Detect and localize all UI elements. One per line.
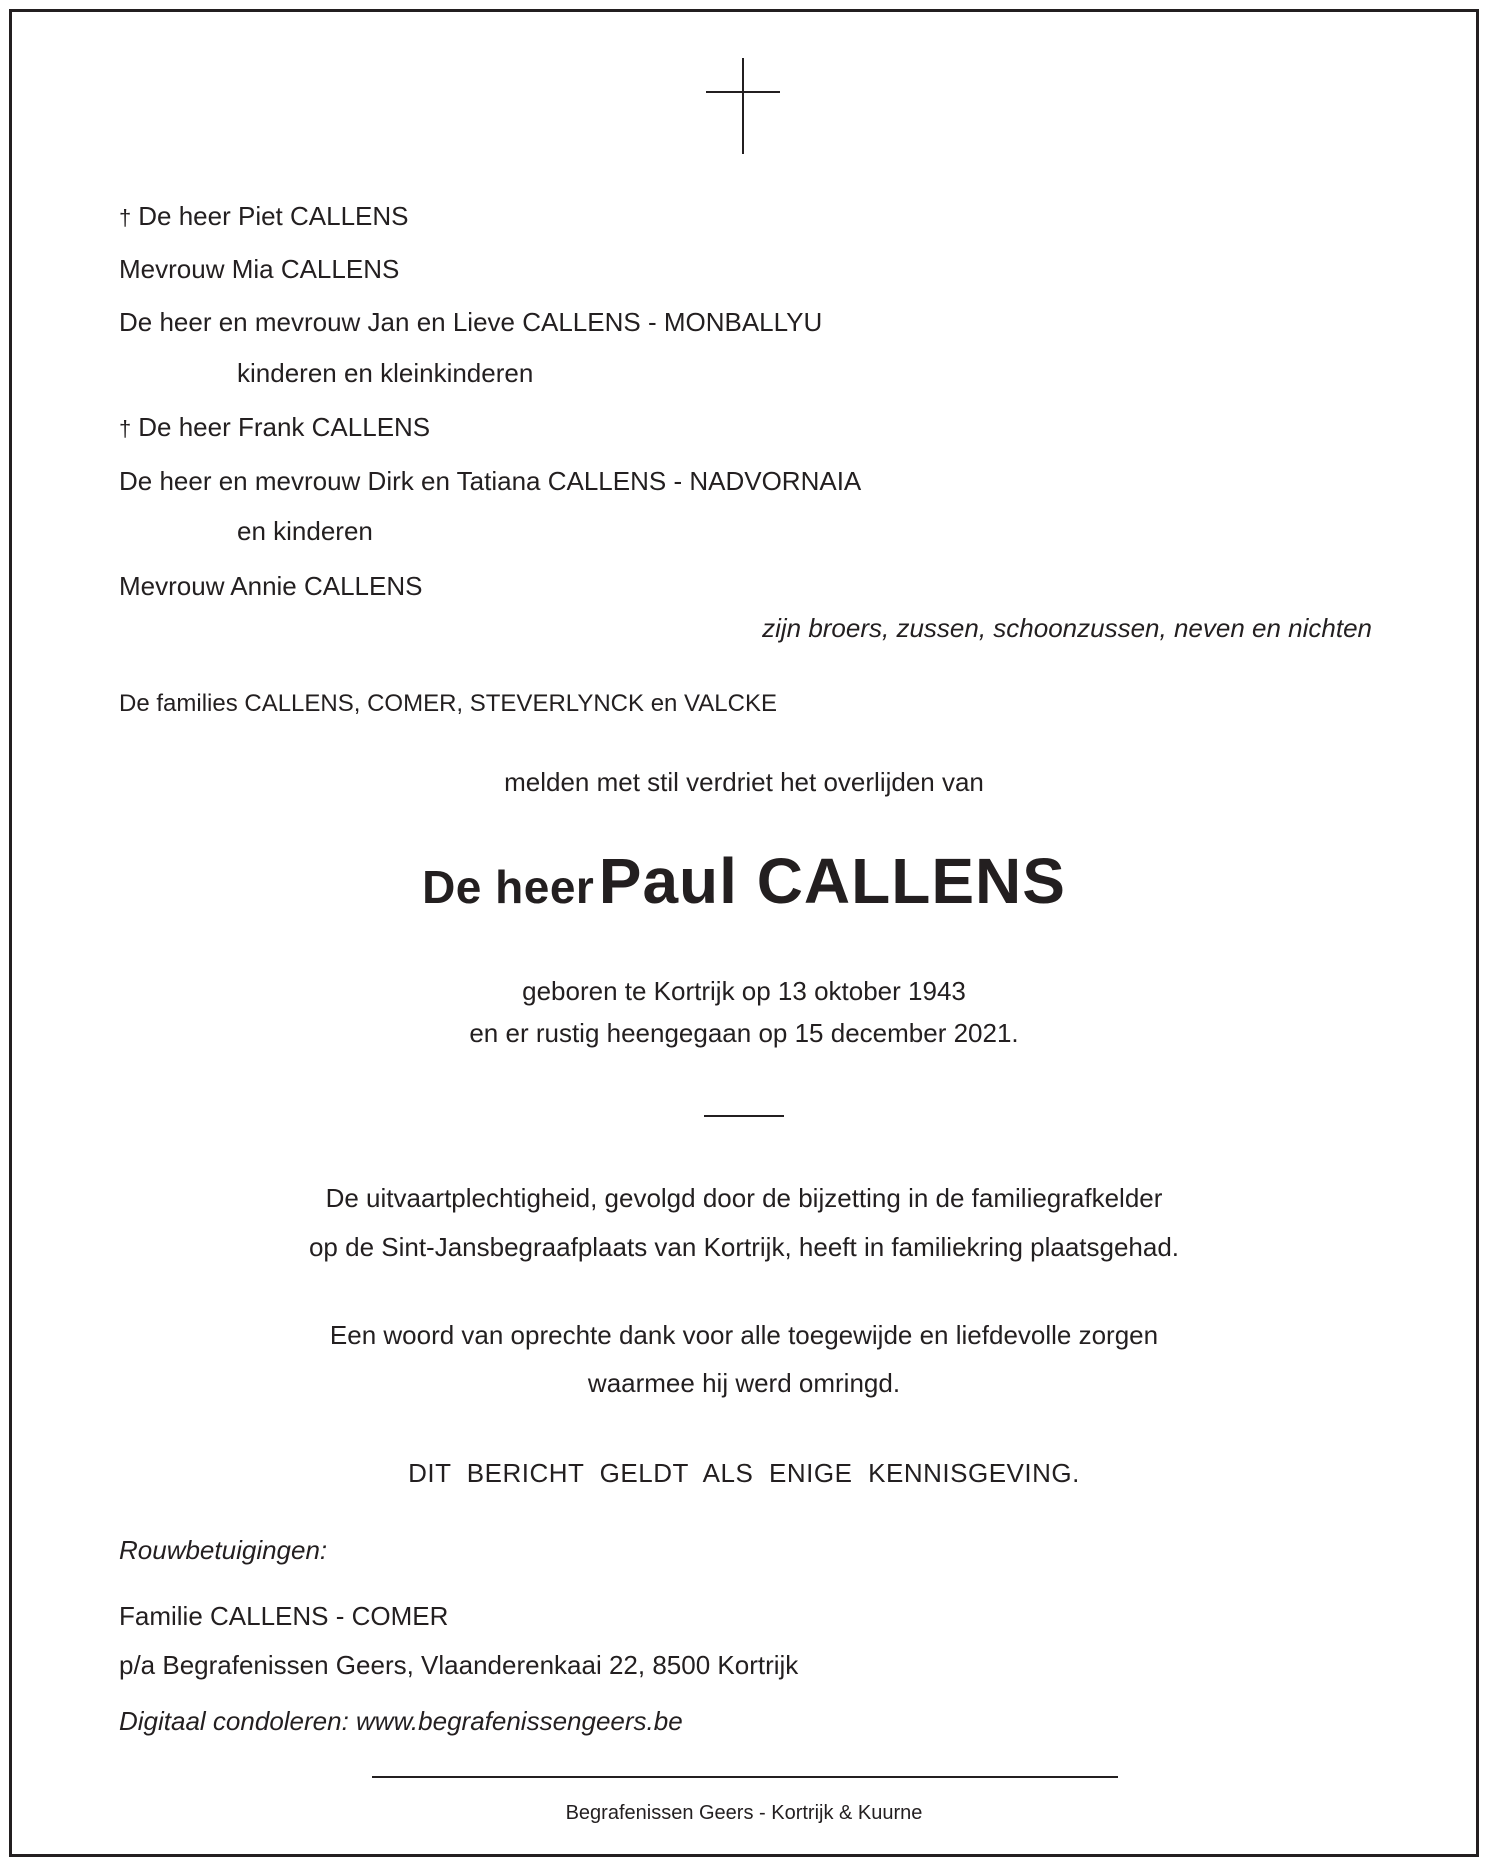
deceased-name: [0, 844, 1488, 918]
families-line: De families CALLENS, COMER, STEVERLYNCK en VALCKE: [119, 690, 777, 717]
page-border: [9, 9, 1479, 1857]
cross-icon: [706, 58, 780, 154]
condolences-address: p/a Begrafenissen Geers, Vlaanderenkaai 22, 8500 Kortrijk: [119, 1650, 799, 1680]
notice: DIT BERICHT GELDT ALS ENIGE KENNISGEVING.: [408, 1458, 1080, 1488]
relation-text: zijn broers, zussen, schoonzussen, neven en nichten: [762, 613, 1372, 643]
dagger-icon: †: [119, 205, 132, 230]
family-line: Mevrouw Mia CALLENS: [119, 254, 400, 284]
family-line: Mevrouw Annie CALLENS: [119, 571, 423, 601]
family-subline: kinderen en kleinkinderen: [237, 358, 534, 388]
family-line: † De heer Frank CALLENS: [119, 412, 431, 442]
dagger-icon: †: [119, 416, 132, 441]
death-line: en er rustig heengegaan op 15 december 2021.: [469, 1018, 1019, 1048]
deceased-fullname: Paul CALLENS: [598, 845, 1066, 917]
ceremony-line: op de Sint-Jansbegraafplaats van Kortrijk, heeft in familiekring plaatsgehad.: [308, 1232, 1180, 1262]
short-divider: [704, 1115, 784, 1117]
condolences-digital: Digitaal condoleren: www.begrafenissengeers.be: [119, 1706, 683, 1736]
footer-text: Begrafenissen Geers - Kortrijk & Kuurne: [565, 1802, 923, 1824]
condolences-heading: Rouwbetuigingen:: [119, 1535, 328, 1565]
birth-line: geboren te Kortrijk op 13 oktober 1943: [522, 976, 966, 1006]
deceased-title: De heer: [422, 861, 595, 913]
family-line: † De heer Piet CALLENS: [119, 201, 409, 231]
condolences-family: Familie CALLENS - COMER: [119, 1601, 449, 1631]
long-divider: [372, 1776, 1118, 1778]
family-subline: en kinderen: [237, 516, 373, 546]
thanks-line: waarmee hij werd omringd.: [587, 1368, 901, 1398]
family-line: De heer en mevrouw Jan en Lieve CALLENS - MONBALLYU: [119, 307, 823, 337]
thanks-line: Een woord van oprechte dank voor alle toegewijde en liefdevolle zorgen: [329, 1320, 1159, 1350]
announcement: melden met stil verdriet het overlijden van: [504, 767, 984, 797]
ceremony-line: De uitvaartplechtigheid, gevolgd door de bijzetting in de familiegrafkelder: [325, 1183, 1163, 1213]
family-line: De heer en mevrouw Dirk en Tatiana CALLENS - NADVORNAIA: [119, 466, 862, 496]
